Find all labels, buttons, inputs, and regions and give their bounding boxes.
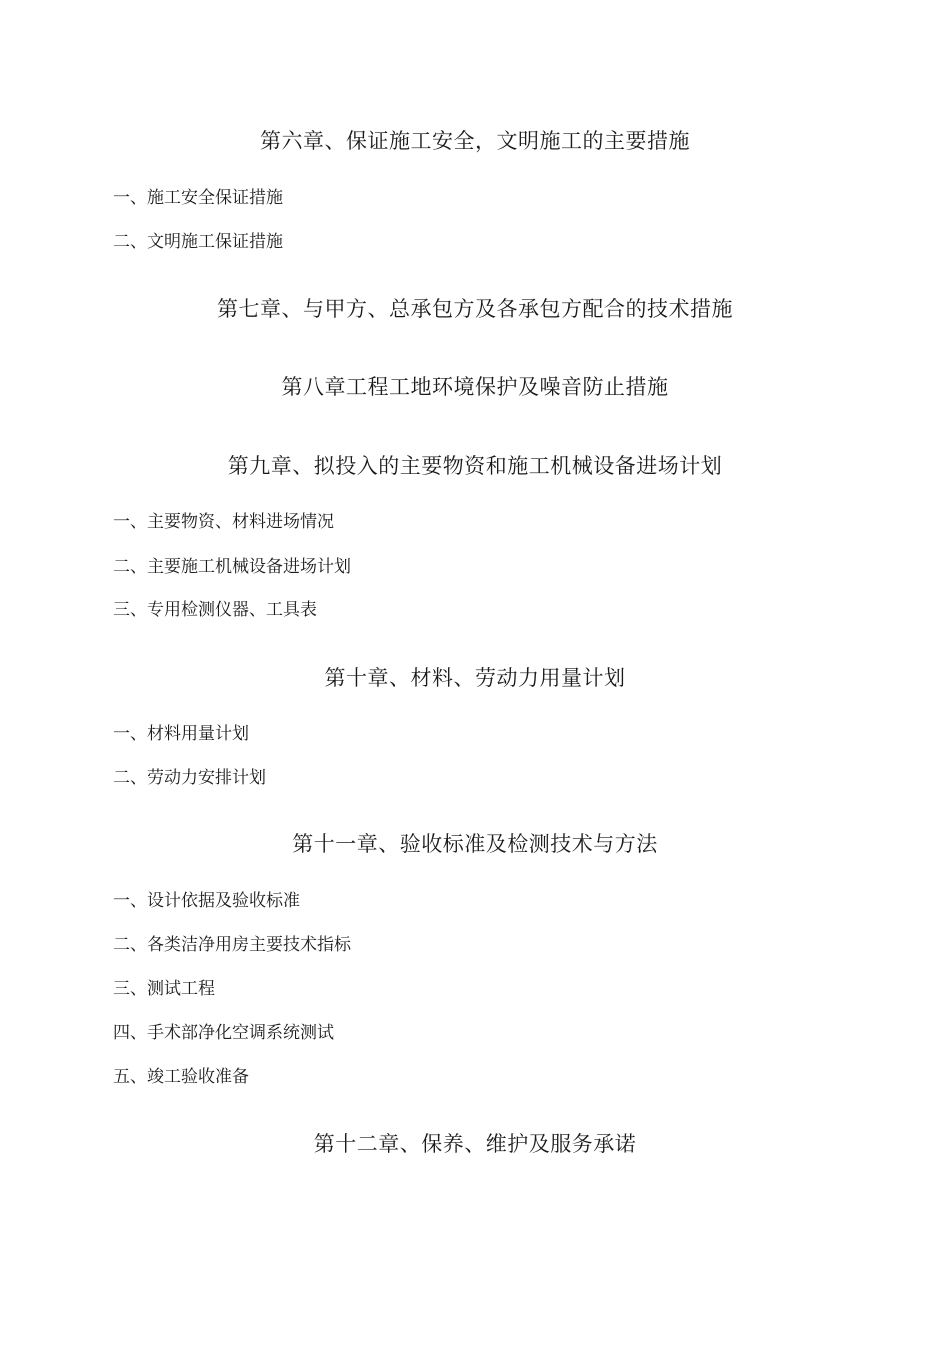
section-item: 三、测试工程 [113, 979, 215, 999]
chapter-heading: 第十一章、验收标准及检测技术与方法 [292, 832, 658, 856]
section-item: 三、专用检测仪器、工具表 [113, 600, 317, 620]
chapter-heading: 第七章、与甲方、总承包方及各承包方配合的技术措施 [217, 297, 733, 321]
section-item: 二、各类洁净用房主要技术指标 [113, 935, 351, 955]
chapter-heading: 第十章、材料、劳动力用量计划 [324, 666, 626, 690]
section-item: 一、材料用量计划 [113, 724, 249, 744]
section-item: 四、手术部净化空调系统测试 [113, 1023, 334, 1043]
section-item: 五、竣工验收准备 [113, 1067, 249, 1087]
section-item: 二、劳动力安排计划 [113, 768, 266, 788]
section-item: 二、主要施工机械设备进场计划 [113, 557, 351, 577]
section-item: 二、文明施工保证措施 [113, 232, 283, 252]
chapter-heading: 第十二章、保养、维护及服务承诺 [313, 1132, 637, 1156]
section-item: 一、设计依据及验收标准 [113, 891, 300, 911]
chapter-heading: 第八章工程工地环境保护及噪音防止措施 [281, 375, 669, 399]
chapter-heading: 第九章、拟投入的主要物资和施工机械设备进场计划 [227, 454, 723, 478]
chapter-heading: 第六章、保证施工安全，文明施工的主要措施 [260, 129, 690, 153]
section-item: 一、施工安全保证措施 [113, 188, 283, 208]
section-item: 一、主要物资、材料进场情况 [113, 512, 334, 532]
